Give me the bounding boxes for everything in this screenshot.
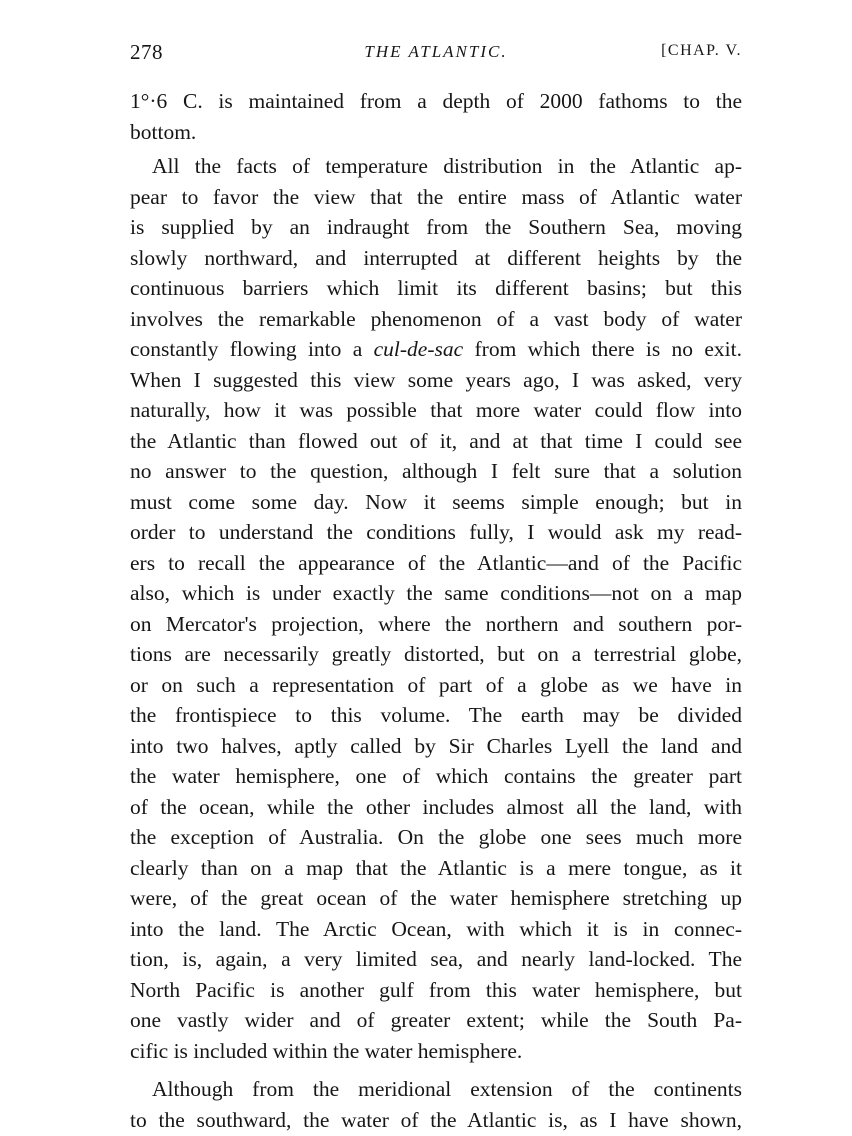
text-line: 1°·6 C. is maintained from a depth of 2000 fathoms to the <box>130 89 742 113</box>
text-line: to the southward, the water of the Atlantic is, as I have shown, <box>130 1107 742 1132</box>
paragraph-2 <box>130 151 742 1066</box>
book-page <box>130 40 742 1135</box>
running-head <box>130 40 742 74</box>
text-line: clearly than on a map that the Atlantic is a mere tongue, as it <box>130 855 742 880</box>
text-line: also, which is under exactly the same conditions—not on a map <box>130 581 742 605</box>
text-segment: from which there is no exit. <box>463 337 742 361</box>
text-line-with-italic <box>130 334 742 365</box>
text-line: When I suggested this view some years ago, I was asked, very <box>130 367 742 392</box>
text-line: into the land. The Arctic Ocean, with which it is in connec- <box>130 916 742 941</box>
text-line: into two halves, aptly called by Sir Charles Lyell the land and <box>130 733 742 758</box>
italic-term: cul-de-sac <box>373 337 464 361</box>
text-segment: constantly flowing into a <box>130 337 374 361</box>
text-line: bottom. <box>130 119 197 144</box>
text-line: one vastly wider and of greater extent; while the South Pa- <box>130 1008 742 1032</box>
text-line: naturally, how it was possible that more water could flow into <box>130 398 742 422</box>
text-line: of the ocean, while the other includes almost all the land, with <box>130 794 742 819</box>
text-line: All the facts of temperature distribution in the Atlantic ap- <box>152 154 742 178</box>
text-line: involves the remarkable phenomenon of a vast body of water <box>130 306 742 331</box>
text-line: no answer to the question, although I felt sure that a solution <box>130 459 742 483</box>
text-line: were, of the great ocean of the water hemisphere stretching up <box>130 886 742 910</box>
page-number: 278 <box>130 40 163 64</box>
text-line: tions are necessarily greatly distorted, but on a terrestrial globe, <box>130 642 742 666</box>
chapter-reference: [CHAP. V. <box>661 42 742 59</box>
text-line: pear to favor the view that the entire mass of Atlantic water <box>130 184 742 209</box>
text-line: the water hemisphere, one of which contains the greater part <box>130 764 742 788</box>
running-title: THE ATLANTIC. <box>364 42 508 61</box>
text-line: slowly northward, and interrupted at different heights by the <box>130 245 742 270</box>
text-line: the Atlantic than flowed out of it, and at that time I could see <box>130 428 742 453</box>
text-line: ers to recall the appearance of the Atlantic—and of the Pacific <box>130 550 742 575</box>
text-line: continuous barriers which limit its different basins; but this <box>130 276 742 300</box>
text-line: North Pacific is another gulf from this water hemisphere, but <box>130 977 742 1002</box>
paragraph-1 <box>130 86 742 147</box>
text-line: cific is included within the water hemisphere. <box>130 1038 523 1063</box>
text-line: is supplied by an indraught from the Southern Sea, moving <box>130 215 742 239</box>
text-line: the frontispiece to this volume. The earth may be divided <box>130 703 742 727</box>
text-line: or on such a representation of part of a globe as we have in <box>130 672 742 697</box>
paragraph-3 <box>130 1074 742 1135</box>
body-text <box>130 86 742 1135</box>
text-line: the exception of Australia. On the globe one sees much more <box>130 825 742 849</box>
text-line: on Mercator's projection, where the northern and southern por- <box>130 611 742 636</box>
text-line: Although from the meridional extension of the continents <box>152 1077 742 1101</box>
text-line: must come some day. Now it seems simple enough; but in <box>130 489 742 514</box>
text-line: order to understand the conditions fully, I would ask my read- <box>130 520 742 544</box>
text-line: tion, is, again, a very limited sea, and nearly land-locked. The <box>130 947 742 971</box>
